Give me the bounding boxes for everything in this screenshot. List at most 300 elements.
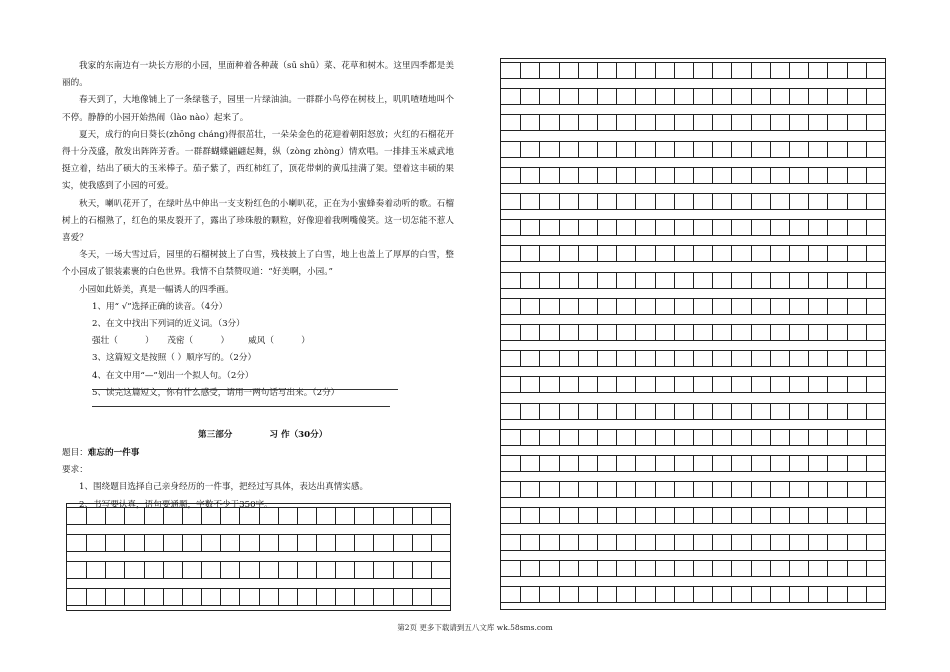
grid-cell: [635, 63, 636, 78]
grid-cell: [616, 142, 617, 157]
grid-cell: [693, 456, 694, 471]
grid-cell: [731, 142, 732, 157]
grid-row[interactable]: [501, 114, 885, 131]
grid-cell: [770, 142, 771, 157]
grid-cell: [597, 194, 598, 209]
grid-cell: [866, 299, 867, 314]
grid-cell: [539, 89, 540, 104]
grid-cell: [847, 482, 848, 497]
grid-cell: [616, 404, 617, 419]
grid-cell: [866, 430, 867, 445]
grid-cell: [827, 456, 828, 471]
grid-cell: [693, 508, 694, 523]
grid-cell: [674, 561, 675, 576]
grid-cell: [559, 168, 560, 183]
grid-cell: [827, 273, 828, 288]
grid-row[interactable]: [67, 588, 450, 606]
grid-cell: [373, 535, 374, 551]
grid-cell: [86, 589, 87, 605]
grid-cell: [354, 562, 355, 578]
grid-cell: [712, 194, 713, 209]
grid-cell: [808, 325, 809, 340]
grid-cell: [751, 535, 752, 550]
grid-cell: [616, 194, 617, 209]
grid-cell: [789, 561, 790, 576]
answer-line[interactable]: [92, 389, 398, 390]
grid-cell: [827, 220, 828, 235]
grid-cell: [770, 63, 771, 78]
grid-cell: [866, 115, 867, 130]
grid-cell: [847, 587, 848, 602]
writing-grid-left[interactable]: [66, 503, 451, 611]
grid-cell: [712, 115, 713, 130]
grid-cell: [655, 168, 656, 183]
question-1: 1、用“ √”选择正确的读音。（4分）: [92, 301, 228, 312]
grid-cell: [655, 325, 656, 340]
grid-cell: [751, 325, 752, 340]
grid-cell: [731, 168, 732, 183]
section-name: 习 作（30分）: [269, 430, 328, 440]
grid-cell: [674, 63, 675, 78]
grid-cell: [578, 377, 579, 392]
grid-cell: [674, 194, 675, 209]
grid-cell: [674, 377, 675, 392]
grid-cell: [278, 562, 279, 578]
grid-cell: [770, 430, 771, 445]
grid-cell: [847, 168, 848, 183]
grid-cell: [597, 142, 598, 157]
grid-cell: [539, 194, 540, 209]
grid-cell: [789, 168, 790, 183]
grid-cell: [789, 194, 790, 209]
grid-cell: [827, 246, 828, 261]
grid-row[interactable]: [501, 586, 885, 603]
grid-cell: [655, 299, 656, 314]
grid-cell: [674, 351, 675, 366]
grid-cell: [731, 63, 732, 78]
grid-cell: [866, 194, 867, 209]
grid-cell: [808, 220, 809, 235]
grid-cell: [105, 508, 106, 524]
grid-cell: [239, 589, 240, 605]
grid-cell: [866, 142, 867, 157]
grid-cell: [578, 273, 579, 288]
grid-cell: [847, 456, 848, 471]
grid-cell: [635, 456, 636, 471]
grid-cell: [354, 535, 355, 551]
grid-cell: [616, 456, 617, 471]
grid-cell: [770, 508, 771, 523]
grid-cell: [847, 430, 848, 445]
grid-cell: [866, 587, 867, 602]
grid-cell: [616, 587, 617, 602]
grid-cell: [808, 89, 809, 104]
grid-cell: [616, 482, 617, 497]
grid-cell: [520, 220, 521, 235]
grid-cell: [674, 142, 675, 157]
grid-cell: [201, 589, 202, 605]
grid-row[interactable]: [67, 534, 450, 552]
grid-cell: [616, 377, 617, 392]
grid-cell: [578, 482, 579, 497]
grid-cell: [751, 299, 752, 314]
grid-cell: [655, 587, 656, 602]
grid-cell: [770, 404, 771, 419]
grid-cell: [239, 562, 240, 578]
grid-cell: [674, 168, 675, 183]
section-heading: [198, 428, 327, 440]
answer-line[interactable]: [92, 406, 390, 407]
grid-cell: [693, 194, 694, 209]
grid-cell: [731, 220, 732, 235]
grid-cell: [520, 535, 521, 550]
grid-cell: [655, 246, 656, 261]
grid-cell: [789, 456, 790, 471]
grid-cell: [539, 299, 540, 314]
grid-cell: [847, 246, 848, 261]
grid-cell: [827, 63, 828, 78]
grid-cell: [635, 482, 636, 497]
grid-cell: [431, 562, 432, 578]
grid-cell: [751, 273, 752, 288]
grid-cell: [827, 325, 828, 340]
grid-cell: [789, 246, 790, 261]
grid-cell: [866, 273, 867, 288]
grid-cell: [751, 142, 752, 157]
grid-cell: [770, 168, 771, 183]
grid-cell: [808, 115, 809, 130]
grid-row[interactable]: [67, 561, 450, 579]
grid-cell: [693, 220, 694, 235]
grid-cell: [520, 377, 521, 392]
grid-cell: [616, 430, 617, 445]
grid-cell: [431, 589, 432, 605]
grid-cell: [520, 404, 521, 419]
grid-cell: [220, 589, 221, 605]
grid-cell: [827, 587, 828, 602]
grid-row[interactable]: [501, 481, 885, 498]
grid-cell: [635, 246, 636, 261]
grid-cell: [578, 561, 579, 576]
grid-row[interactable]: [501, 534, 885, 551]
grid-cell: [635, 325, 636, 340]
grid-cell: [655, 63, 656, 78]
grid-cell: [674, 89, 675, 104]
grid-cell: [86, 508, 87, 524]
grid-cell: [827, 430, 828, 445]
grid-cell: [827, 404, 828, 419]
grid-cell: [316, 589, 317, 605]
grid-cell: [86, 535, 87, 551]
grid-cell: [866, 535, 867, 550]
grid-cell: [866, 325, 867, 340]
grid-row[interactable]: [501, 298, 885, 315]
grid-cell: [693, 168, 694, 183]
grid-cell: [182, 589, 183, 605]
grid-row[interactable]: [501, 272, 885, 289]
grid-cell: [866, 220, 867, 235]
grid-cell: [520, 325, 521, 340]
grid-cell: [597, 587, 598, 602]
grid-cell: [693, 115, 694, 130]
grid-cell: [847, 561, 848, 576]
grid-cell: [539, 246, 540, 261]
grid-cell: [751, 246, 752, 261]
grid-cell: [770, 325, 771, 340]
grid-row[interactable]: [501, 455, 885, 472]
grid-cell: [712, 351, 713, 366]
grid-cell: [239, 535, 240, 551]
grid-cell: [578, 194, 579, 209]
grid-cell: [655, 535, 656, 550]
passage-paragraph: 春天到了，大地像铺上了一条绿毯子，园里一片绿油油。一群群小鸟停在树枝上，叽叽喳喳地叫个不停。静静的小园开始热闹（lào nào）起来了。: [62, 95, 454, 123]
grid-cell: [827, 168, 828, 183]
grid-row[interactable]: [501, 167, 885, 184]
grid-cell: [144, 589, 145, 605]
grid-cell: [847, 220, 848, 235]
writing-grid-right[interactable]: [500, 58, 886, 610]
grid-cell: [539, 508, 540, 523]
grid-cell: [597, 273, 598, 288]
grid-cell: [731, 587, 732, 602]
grid-cell: [559, 115, 560, 130]
grid-row[interactable]: [501, 62, 885, 79]
page-footer: 第2页 更多下载请到五八文库 wk.58sms.com: [397, 623, 553, 632]
grid-cell: [827, 377, 828, 392]
grid-row[interactable]: [501, 88, 885, 105]
grid-cell: [578, 325, 579, 340]
grid-row[interactable]: [501, 324, 885, 341]
grid-cell: [712, 561, 713, 576]
grid-cell: [866, 561, 867, 576]
grid-cell: [751, 194, 752, 209]
grid-cell: [808, 273, 809, 288]
grid-cell: [597, 246, 598, 261]
grid-cell: [124, 589, 125, 605]
grid-cell: [354, 589, 355, 605]
grid-cell: [520, 115, 521, 130]
grid-cell: [635, 508, 636, 523]
grid-cell: [751, 168, 752, 183]
grid-cell: [182, 562, 183, 578]
grid-cell: [520, 482, 521, 497]
grid-cell: [693, 351, 694, 366]
grid-cell: [635, 89, 636, 104]
grid-cell: [789, 115, 790, 130]
grid-cell: [770, 89, 771, 104]
grid-cell: [693, 535, 694, 550]
grid-cell: [616, 246, 617, 261]
grid-cell: [520, 168, 521, 183]
grid-cell: [539, 430, 540, 445]
essay-title: 难忘的一件事: [87, 448, 140, 458]
grid-cell: [712, 508, 713, 523]
grid-cell: [373, 508, 374, 524]
grid-cell: [674, 115, 675, 130]
grid-cell: [751, 587, 752, 602]
grid-cell: [712, 404, 713, 419]
grid-cell: [539, 456, 540, 471]
grid-cell: [297, 535, 298, 551]
grid-cell: [316, 562, 317, 578]
grid-cell: [597, 377, 598, 392]
grid-row[interactable]: [501, 193, 885, 210]
grid-cell: [731, 535, 732, 550]
grid-cell: [731, 299, 732, 314]
grid-cell: [731, 456, 732, 471]
grid-cell: [393, 535, 394, 551]
grid-cell: [278, 508, 279, 524]
grid-cell: [412, 589, 413, 605]
grid-cell: [163, 508, 164, 524]
grid-row[interactable]: [501, 560, 885, 577]
grid-cell: [520, 89, 521, 104]
grid-cell: [578, 535, 579, 550]
grid-cell: [847, 142, 848, 157]
grid-cell: [751, 63, 752, 78]
grid-cell: [693, 430, 694, 445]
grid-cell: [597, 404, 598, 419]
grid-cell: [539, 535, 540, 550]
grid-cell: [635, 115, 636, 130]
grid-cell: [866, 456, 867, 471]
grid-cell: [674, 220, 675, 235]
grid-row[interactable]: [501, 141, 885, 158]
grid-cell: [770, 535, 771, 550]
grid-cell: [827, 535, 828, 550]
grid-cell: [712, 456, 713, 471]
grid-row[interactable]: [501, 429, 885, 446]
grid-cell: [597, 63, 598, 78]
grid-cell: [847, 63, 848, 78]
grid-cell: [808, 561, 809, 576]
question-2-blanks: 强壮（ ） 茂密（ ） 威风（ ）: [92, 336, 310, 347]
grid-cell: [539, 561, 540, 576]
grid-cell: [520, 194, 521, 209]
grid-cell: [616, 299, 617, 314]
grid-cell: [674, 456, 675, 471]
grid-cell: [712, 377, 713, 392]
question-5: 5、读完这篇短文，你有什么感受，请用一两句话写出来。（2分）: [92, 387, 340, 398]
grid-cell: [674, 587, 675, 602]
grid-cell: [578, 142, 579, 157]
grid-cell: [520, 508, 521, 523]
grid-cell: [866, 377, 867, 392]
grid-cell: [770, 220, 771, 235]
grid-cell: [259, 589, 260, 605]
section-part: 第三部分: [198, 430, 233, 440]
grid-cell: [655, 456, 656, 471]
grid-cell: [616, 89, 617, 104]
grid-cell: [559, 63, 560, 78]
grid-cell: [316, 508, 317, 524]
grid-cell: [808, 63, 809, 78]
grid-cell: [124, 508, 125, 524]
grid-cell: [520, 351, 521, 366]
grid-row[interactable]: [501, 219, 885, 236]
grid-cell: [751, 430, 752, 445]
grid-cell: [144, 508, 145, 524]
grid-cell: [789, 273, 790, 288]
grid-cell: [578, 168, 579, 183]
grid-cell: [520, 246, 521, 261]
grid-cell: [847, 115, 848, 130]
grid-row[interactable]: [501, 350, 885, 367]
grid-cell: [259, 508, 260, 524]
grid-cell: [808, 587, 809, 602]
grid-cell: [578, 456, 579, 471]
grid-cell: [597, 482, 598, 497]
grid-cell: [559, 404, 560, 419]
grid-row[interactable]: [501, 507, 885, 524]
grid-cell: [674, 299, 675, 314]
grid-cell: [373, 562, 374, 578]
grid-cell: [520, 561, 521, 576]
grid-cell: [597, 325, 598, 340]
grid-cell: [559, 325, 560, 340]
grid-cell: [163, 589, 164, 605]
grid-cell: [731, 115, 732, 130]
grid-cell: [866, 404, 867, 419]
grid-cell: [655, 377, 656, 392]
requirements-label: 要求：: [62, 465, 88, 476]
question-2: 2、在文中找出下列词的近义词。（3分）: [92, 319, 245, 330]
grid-cell: [635, 561, 636, 576]
grid-cell: [751, 351, 752, 366]
grid-cell: [789, 508, 790, 523]
grid-row[interactable]: [501, 245, 885, 262]
grid-cell: [789, 351, 790, 366]
grid-cell: [539, 115, 540, 130]
passage-paragraph: 夏天，成行的向日葵长(zhōng cháng)得很茁壮，一朵朵金色的花迎着朝阳怒放；火红的石榴花开得十分茂盛，散发出阵阵芳香。一群群蝴蝶翩翩起舞，纵（zòng zhòng）情欢唱。一排排玉米威武地挺立着，结出了硕大的玉米棒子。茄子紫了，西红柿红了，顶花带刺的黄瓜挂满了架。望着这丰硕的果实，使我感到了小园的可爱。: [62, 129, 454, 192]
grid-cell: [520, 63, 521, 78]
grid-cell: [578, 587, 579, 602]
grid-cell: [297, 589, 298, 605]
grid-cell: [431, 535, 432, 551]
grid-row[interactable]: [501, 376, 885, 393]
grid-cell: [616, 115, 617, 130]
grid-cell: [674, 430, 675, 445]
grid-cell: [770, 115, 771, 130]
grid-cell: [559, 220, 560, 235]
grid-cell: [655, 404, 656, 419]
grid-cell: [731, 273, 732, 288]
grid-cell: [751, 404, 752, 419]
grid-cell: [201, 562, 202, 578]
grid-cell: [808, 246, 809, 261]
grid-cell: [866, 89, 867, 104]
grid-cell: [751, 115, 752, 130]
grid-cell: [789, 587, 790, 602]
grid-cell: [635, 168, 636, 183]
grid-cell: [616, 561, 617, 576]
grid-cell: [559, 194, 560, 209]
grid-row[interactable]: [67, 507, 450, 525]
grid-cell: [239, 508, 240, 524]
grid-cell: [163, 535, 164, 551]
grid-cell: [731, 325, 732, 340]
grid-cell: [693, 246, 694, 261]
grid-cell: [866, 351, 867, 366]
question-4: 4、在文中用“—”划出一个拟人句。（2分）: [92, 370, 254, 381]
grid-row[interactable]: [501, 403, 885, 420]
grid-cell: [578, 89, 579, 104]
grid-cell: [539, 325, 540, 340]
grid-cell: [712, 89, 713, 104]
grid-cell: [808, 299, 809, 314]
grid-cell: [105, 562, 106, 578]
grid-cell: [712, 168, 713, 183]
